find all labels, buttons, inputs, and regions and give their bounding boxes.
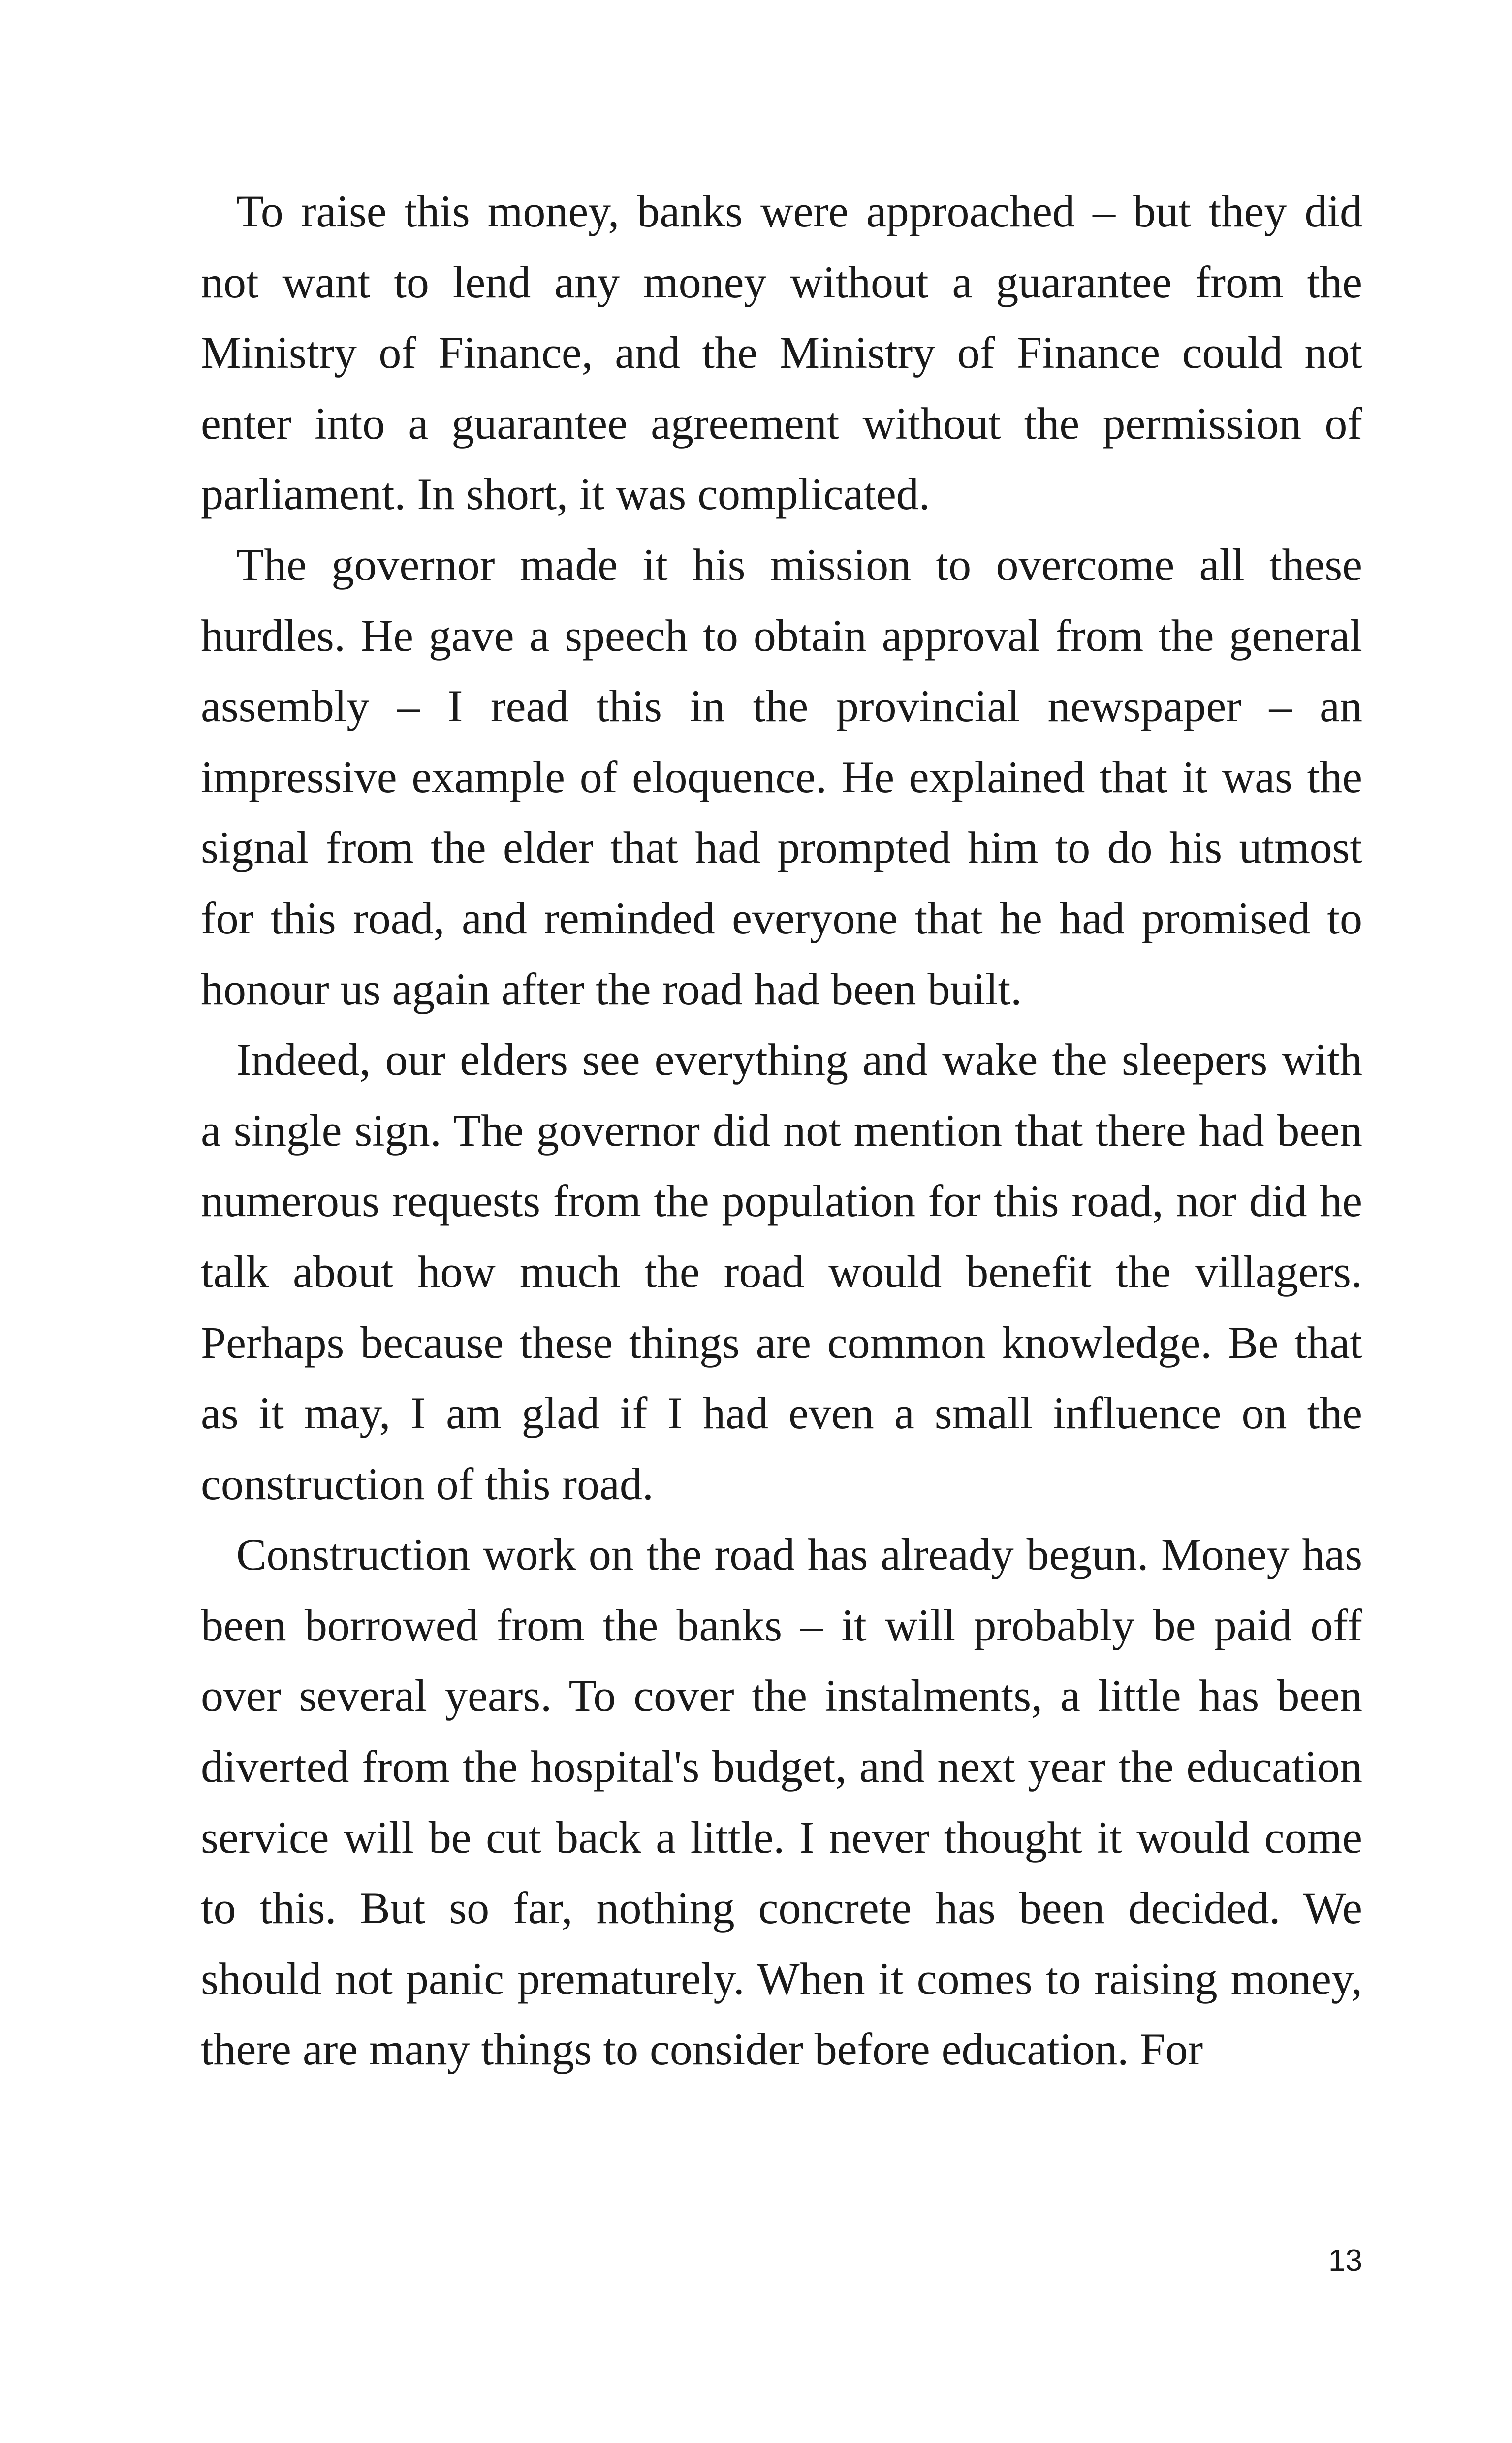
paragraph: To raise this money, banks were approached – but they did not want to lend any money without a guarantee from the Ministry of Finance, and the Ministry of Finance could not enter into a guarantee agreement without the permission of parliament. In short, it was complicated. (201, 186, 1362, 519)
paragraph: The governor made it his mission to overcome all these hurdles. He gave a speech to obtain approval from the general assembly – I read this in the provincial newspaper – an impressive example of eloquence. He explained that it was the signal from the elder that had prompted him to do his utmost for this road, and reminded everyone that he had promised to honour us again after the road had been built. (201, 539, 1362, 1014)
body-text (201, 176, 1362, 2085)
paragraph: Construction work on the road has already begun. Money has been borrowed from the banks – it will probably be paid off over several years. To cover the instalments, a little has been diverted from the hospital's budget, and next year the education service will be cut back a little. I never thought it would come to this. But so far, nothing concrete has been decided. We should not panic prematurely. When it comes to raising money, there are many things to consider before education. For (201, 1529, 1362, 2075)
page-number: 13 (1328, 2244, 1362, 2278)
paragraph: Indeed, our elders see everything and wake the sleepers with a single sign. The governor did not mention that there had been numerous requests from the population for this road, nor did he talk about how much the road would benefit the villagers. Perhaps because these things are common knowledge. Be that as it may, I am glad if I had even a small influence on the construction of this road. (201, 1034, 1362, 1509)
